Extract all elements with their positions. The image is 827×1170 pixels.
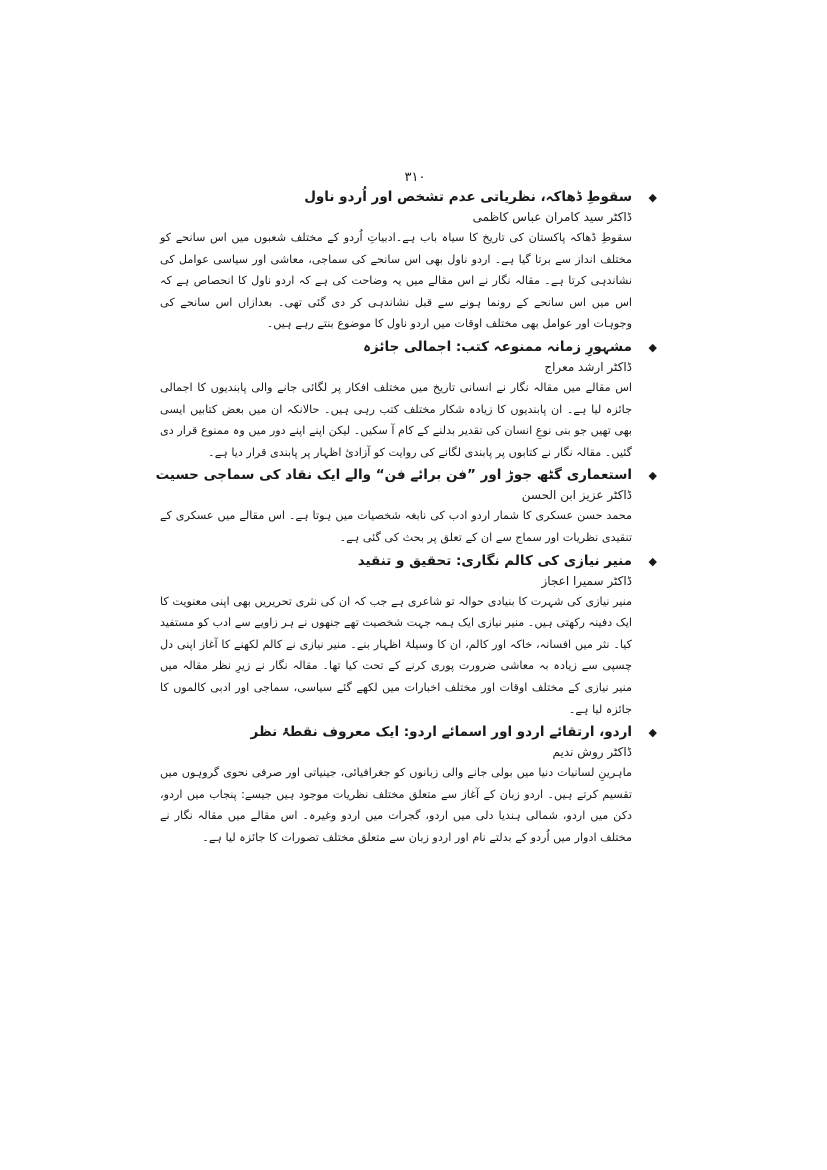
bullet-icon: ◆: [648, 340, 657, 354]
entry-abstract: سقوطِ ڈھاکہ پاکستان کی تاریخ کا سیاہ باب ہے۔ادبیاتِ اُردو کے مختلف شعبوں میں اس سانحے کو مختلف انداز سے برتا گیا ہے۔ اردو ناول بھی اس سانحے کی سماجی، معاشی اور سیاسی عوامل کی نشاندہی کرتا ہے۔ مقالہ نگار نے اس مقالے میں یہ وضاحت کی ہے کہ اردو ناول کا انحصاص ہے کہ اس میں اس سانحے کے رونما ہونے سے قبل نشاندہی کر دی گئی تھی۔ بعدازاں اس سانحے کی وجوہات اور عوامل بھی مختلف اوقات میں اردو ناول کا موضوع بنتے رہے ہیں۔: [160, 231, 632, 331]
page-number: ۳۱۰: [404, 170, 426, 185]
entry-author: ڈاکٹر روش ندیم: [552, 745, 632, 760]
entry-title: اردو، ارتقائے اردو اور اسمائے اردو: ایک معروف نقطۂ نظر: [250, 724, 632, 741]
entry-abstract: منیر نیازی کی شہرت کا بنیادی حوالہ تو شاعری ہے جب کہ ان کی نثری تحریریں بھی اپنی معنویت کا ایک دفینہ رکھتی ہیں۔ منیر نیازی ایک ہمہ جہت شخصیت تھے جنھوں نے ہر زاویے سے ادب کو مستفید کیا۔ نثر میں افسانہ، خاکہ اور کالم، ان کا وسیلۂ اظہار بنے۔ منیر نیازی نے کالم لکھنے کا آغاز اپنی دل چسپی سے زیادہ بہ معاشی ضرورت پوری کرنے کے تحت کیا تھا۔ مقالہ نگار نے زیرِ نظر مقالہ میں منیر نیازی کے مختلف اوقات اور مختلف اخبارات میں لکھے گئے سیاسی، سماجی اور ادبی کالموں کا جائزہ لیا ہے۔: [160, 594, 632, 716]
entry-title-wrap: [160, 552, 657, 571]
entry-abstract: محمد حسن عسکری کا شمار اردو ادب کی نابغہ شخصیات میں ہوتا ہے۔ اس مقالے میں عسکری کے تنقیدی نظریات اور سماج سے ان کے تعلق پر بحث کی گئی ہے۔: [160, 509, 632, 544]
entry-author: ڈاکٹر ارشد معراج: [544, 359, 632, 374]
entry-abstract: اس مقالے میں مقالہ نگار نے انسانی تاریخ میں مختلف افکار پر لگائی جانے والی پابندیوں کا اجمالی جائزہ لیا ہے۔ ان پابندیوں کا زیادہ شکار مختلف کتب رہی ہیں۔ حالانکہ ان میں بعض کتابیں ایسی بھی تھیں جو بنی نوعِ انسان کی تقدیر بدلنے کے کام آ سکیں۔ لیکن اپنے اپنے دور میں وہ ممنوع قرار دی گئیں۔ مقالہ نگار نے کتابوں پر پابندی لگانے کی روایت کو آزادیٔ اظہار پر پابندی قرار دیا ہے۔: [160, 380, 632, 459]
entry-title-wrap: [160, 338, 657, 357]
entry-author: ڈاکٹر سید کامران عباس کاظمی: [472, 210, 632, 224]
entry-title-wrap: [155, 466, 657, 485]
entry-abstract: ماہرینِ لسانیات دنیا میں بولی جانے والی زبانوں کو جغرافیائی، جینیاتی اور صرفی نحوی گروہوں میں تقسیم کرتے ہیں۔ اردو زبان کے آغاز سے متعلق مختلف نظریات موجود ہیں جیسے: پنجاب میں اردو، دکن میں اردو، شمالی ہندیا دلی میں اردو، گجرات میں اردو وغیرہ۔ اس مقالے میں مقالہ نگار نے مختلف ادوار میں اُردو کے بدلتے نام اور اردو زبان سے متعلق مختلف تصورات کا جائزہ لیا ہے۔: [160, 766, 632, 844]
entry-title: منیر نیازی کی کالم نگاری: تحقیق و تنقید: [357, 552, 632, 569]
entry-title-wrap: [160, 723, 657, 742]
abstract-entry: [160, 552, 657, 721]
entry-title: سقوطِ ڈھاکہ، نظریاتی عدم تشخص اور اُردو ناول: [304, 189, 632, 205]
bullet-icon: ◆: [648, 726, 657, 740]
abstract-entry: [160, 338, 657, 463]
abstract-entry: [160, 188, 657, 335]
entry-title: مشہورِ زمانہ ممنوعہ کتب: اجمالی جائزہ: [363, 338, 632, 355]
abstract-entry: [155, 466, 657, 548]
entry-author: ڈاکٹر سمیرا اعجاز: [541, 573, 632, 588]
bullet-icon: ◆: [648, 191, 657, 204]
abstracts-list: [155, 188, 657, 851]
entry-title-wrap: [160, 188, 657, 207]
entry-title: استعماری گٹھ جوڑ اور ”فن برائے فن“ والے ایک نقاد کی سماجی حسیت: [155, 467, 632, 484]
bullet-icon: ◆: [648, 554, 657, 568]
entry-author: ڈاکٹر عزیز ابن الحسن: [521, 488, 632, 503]
bullet-icon: ◆: [648, 469, 657, 483]
abstract-entry: [160, 723, 657, 848]
